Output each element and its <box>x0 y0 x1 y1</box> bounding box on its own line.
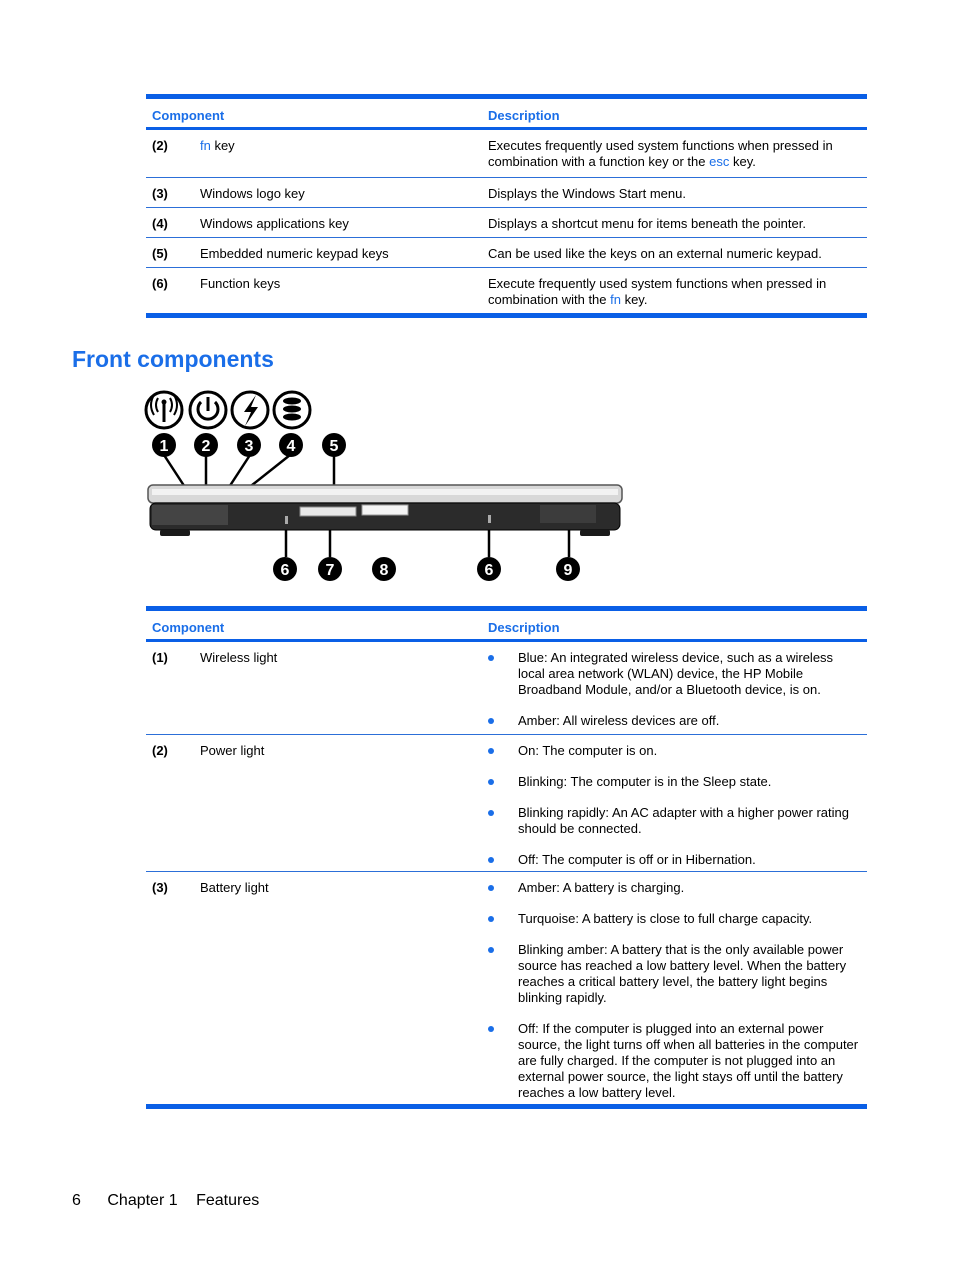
svg-text:2: 2 <box>201 438 211 455</box>
row-number: (6) <box>152 276 168 291</box>
drive-icon <box>274 392 310 428</box>
list-item: Blue: An integrated wireless device, such as a wireless local area network (WLAN) device, the HP Mobile Broadband Module, and/or a Bluetooth device, is on. <box>488 650 863 698</box>
table-row <box>146 178 867 208</box>
svg-text:9: 9 <box>563 562 573 579</box>
bullet-icon <box>488 916 494 922</box>
svg-text:6: 6 <box>280 562 290 579</box>
table-row <box>146 238 867 268</box>
row-number: (2) <box>152 743 168 758</box>
components-table-front <box>146 606 867 1109</box>
row-number: (3) <box>152 880 168 895</box>
row-component: Function keys <box>200 276 281 291</box>
table-row <box>146 642 867 735</box>
svg-text:1: 1 <box>159 438 169 455</box>
fn-key-link: fn <box>200 138 211 153</box>
esc-key-link: esc <box>709 154 730 169</box>
list-item: Blinking rapidly: An AC adapter with a higher power rating should be connected. <box>488 805 863 837</box>
list-item: Amber: All wireless devices are off. <box>488 713 863 729</box>
svg-text:8: 8 <box>379 562 389 579</box>
svg-text:6: 6 <box>484 562 494 579</box>
header-description: Description <box>488 108 560 123</box>
wireless-icon <box>146 392 182 428</box>
header-description: Description <box>488 620 560 635</box>
bullet-icon <box>488 718 494 724</box>
row-component: Battery light <box>200 880 269 895</box>
list-item: Blinking amber: A battery that is the only available power source has reached a low battery level. When the battery reaches a critical battery level, the battery light begins blinking rapidly. <box>488 942 863 1006</box>
row-description: Executes frequently used system functions when pressed in combination with a function key or the esc key. <box>488 138 833 169</box>
table-bottom-rule <box>146 313 867 318</box>
page-footer <box>72 1192 281 1210</box>
battery-charge-icon <box>232 392 268 428</box>
header-component: Component <box>152 620 225 635</box>
table-header <box>146 611 867 642</box>
row-description: Displays the Windows Start menu. <box>488 186 686 201</box>
fn-key-link: fn <box>610 292 621 307</box>
row-number: (4) <box>152 216 168 231</box>
bullet-list <box>488 743 863 868</box>
chapter-title: Features <box>196 1192 260 1209</box>
callout-6-second <box>477 557 501 581</box>
bullet-icon <box>488 857 494 863</box>
callout-7 <box>318 557 342 581</box>
row-component: Embedded numeric keypad keys <box>200 246 389 261</box>
list-item: Amber: A battery is charging. <box>488 880 863 896</box>
callout-9 <box>556 557 580 581</box>
bullet-icon <box>488 655 494 661</box>
row-component: Power light <box>200 743 265 758</box>
list-item: Off: The computer is off or in Hibernation. <box>488 852 863 868</box>
row-number: (5) <box>152 246 168 261</box>
svg-text:3: 3 <box>244 438 254 455</box>
callout-6 <box>273 557 297 581</box>
row-number: (1) <box>152 650 168 665</box>
power-icon <box>190 392 226 428</box>
bullet-list <box>488 880 863 1101</box>
svg-text:7: 7 <box>325 562 335 579</box>
bullet-icon <box>488 947 494 953</box>
row-number: (3) <box>152 186 168 201</box>
components-table-keys <box>146 94 867 318</box>
table-header <box>146 99 867 130</box>
table-row <box>146 735 867 872</box>
callout-5 <box>322 433 346 457</box>
svg-text:4: 4 <box>286 438 296 455</box>
row-description: Execute frequently used system functions when pressed in combination with the fn key. <box>488 276 827 307</box>
row-number: (2) <box>152 138 168 153</box>
callout-3 <box>237 433 261 457</box>
svg-text:5: 5 <box>329 438 339 455</box>
bullet-icon <box>488 748 494 754</box>
bullet-icon <box>488 779 494 785</box>
list-item: On: The computer is on. <box>488 743 863 759</box>
callout-2 <box>194 433 218 457</box>
bullet-list <box>488 650 863 729</box>
table-row <box>146 872 867 1104</box>
list-item: Blinking: The computer is in the Sleep state. <box>488 774 863 790</box>
chapter-label: Chapter 1 <box>107 1192 178 1209</box>
row-description: Displays a shortcut menu for items beneath the pointer. <box>488 216 806 231</box>
laptop-front-view <box>148 485 622 536</box>
list-item: Off: If the computer is plugged into an external power source, the light turns off when all batteries in the computer are fully charged. If the computer is not plugged into an external power source, the light stays off until the battery reaches a low battery level. <box>488 1021 863 1101</box>
row-component: Windows applications key <box>200 216 349 231</box>
row-component: Wireless light <box>200 650 278 665</box>
list-item: Turquoise: A battery is close to full charge capacity. <box>488 911 863 927</box>
row-component: fn key <box>200 138 235 153</box>
table-bottom-rule <box>146 1104 867 1109</box>
callout-1 <box>152 433 176 457</box>
row-component: Windows logo key <box>200 186 305 201</box>
bullet-icon <box>488 1026 494 1032</box>
row-description: Can be used like the keys on an external numeric keypad. <box>488 246 822 261</box>
callout-4 <box>279 433 303 457</box>
callout-8 <box>372 557 396 581</box>
table-row <box>146 268 867 313</box>
section-title: Front components <box>72 346 274 372</box>
table-row <box>146 130 867 178</box>
bullet-icon <box>488 885 494 891</box>
header-component: Component <box>152 108 225 123</box>
front-view-figure <box>140 385 630 590</box>
page-number: 6 <box>72 1192 81 1209</box>
bullet-icon <box>488 810 494 816</box>
table-row <box>146 208 867 238</box>
